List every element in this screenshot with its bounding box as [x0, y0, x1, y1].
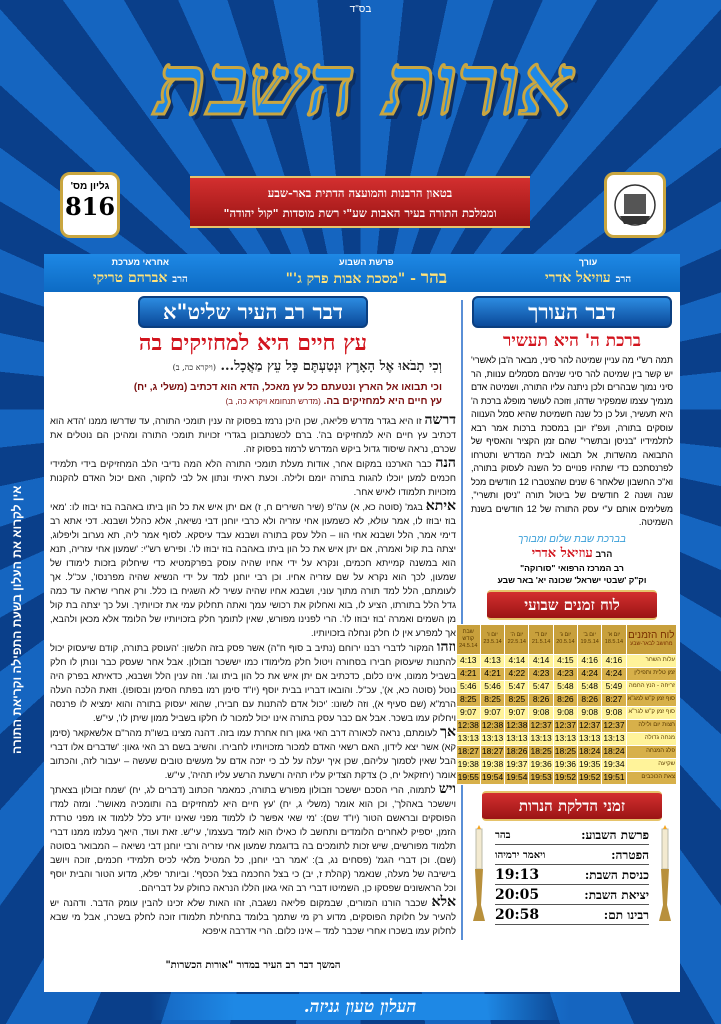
zman-time: 9:07: [456, 706, 480, 719]
candle-row-value: 20:05: [495, 886, 540, 903]
zman-label: שקיעה: [626, 758, 676, 771]
continued-note: המשך דבר רב העיר במדור "אורות הכשרות": [165, 960, 341, 971]
zman-time: 5:48: [553, 680, 577, 693]
editor-signature: [467, 534, 677, 586]
parasha-credit: [286, 254, 448, 292]
candle-row-value: 20:58: [495, 906, 540, 923]
zman-time: 18:25: [530, 746, 552, 756]
paragraph-lead: אך: [440, 724, 456, 740]
zman-time: 9:08: [529, 706, 553, 719]
zman-time: 13:13: [457, 733, 479, 743]
zman-time: 4:24: [602, 667, 626, 680]
credits-band: [44, 254, 680, 292]
table-title-cell: [626, 624, 676, 654]
paragraph-lead: וזהו: [436, 639, 456, 655]
manager-prefix: הרב: [172, 274, 188, 285]
zman-time: 9:07: [480, 706, 504, 719]
parasha-label: פרשת השבוע: [339, 257, 394, 267]
candle-lighting-times: [467, 825, 677, 929]
paragraph-lead: הנה: [435, 455, 456, 471]
sig-name: עוזיאל אדרי: [531, 545, 593, 561]
paragraph-text: לעומתם, נראה לכאורה דרב האי גאון רוח אחרת עמו בזה. דהנה מצינו בשו"ת מהר"ם אלשאקאר (סימן קא) אשר יצא לידון, האם רשאי האדם למכור מזכויותיו לחבירו. והשיב בשם רב האי גאון: 'שדברים אלו דברי הבל שאין לסמוך עליהם, שכן איך יעלה על לב כי יזכה אדם על מעשים טובים שעשה – יעבור לזה, והכתוב אומר (יחזקאל יח, כ) צדקת הצדיק עליו תהיה ורשעת הרשע עליו תהיה', עי"ש.: [50, 728, 456, 780]
day-header: יום ו' 23.5.14: [480, 624, 504, 654]
candle-row-value: ויאמר ירמיהו: [495, 849, 546, 861]
parasha-name: בהר: [420, 268, 448, 288]
zman-time: 18:24: [579, 746, 601, 756]
day-header: שבת קודש 24.5.14: [456, 624, 480, 654]
zman-time: 18:25: [554, 746, 577, 756]
zman-time: 8:25: [480, 693, 504, 706]
zman-time: 4:23: [553, 667, 577, 680]
zman-time: 19:52: [579, 772, 601, 782]
manager-name: אברהם טריקי: [92, 270, 168, 286]
paragraph: [50, 640, 456, 725]
manager-label: אחראי מערכת: [111, 257, 170, 267]
zman-time: 19:52: [554, 772, 577, 782]
zmanim-row: [456, 758, 676, 771]
zman-time: 4:21: [480, 667, 504, 680]
midrash-source: (מדרש תנחומא ויקרא כה, ב): [225, 397, 321, 406]
zman-time: 12:38: [481, 720, 504, 730]
zman-time: 9:08: [602, 706, 626, 719]
zman-label: סוף זמן ק"ש למג"א: [626, 693, 676, 706]
zmanim-row: [456, 693, 676, 706]
issue-label: גליון מס': [70, 181, 110, 192]
candle-row-label: יציאת השבת:: [584, 887, 649, 902]
zman-time: 5:46: [456, 680, 480, 693]
verse-source: (ויקרא כה, ב): [172, 363, 216, 372]
verse: [50, 358, 442, 377]
zman-time: 9:08: [553, 706, 577, 719]
sig-title-2: וק"ק 'שבטי ישראל' שכונה יא' באר שבע: [497, 574, 647, 585]
zmanim-table: [456, 624, 677, 785]
zman-time: 8:25: [505, 693, 529, 706]
zman-time: 13:13: [554, 733, 577, 743]
sig-prefix: הרב: [595, 548, 613, 559]
zman-time: 8:25: [456, 693, 480, 706]
candle-lighting-ribbon: זמני הדלקת הנרות: [482, 791, 662, 821]
zman-time: 4:13: [480, 654, 504, 667]
paragraph: [50, 895, 456, 938]
zman-label: חצות יום ולילה: [626, 719, 676, 732]
zman-time: 18:27: [457, 746, 479, 756]
zman-time: 19:38: [481, 759, 504, 769]
zmanim-row: [456, 667, 676, 680]
zman-time: 5:49: [602, 680, 626, 693]
paragraph: [50, 499, 456, 640]
candle-row: [495, 845, 649, 865]
day-header: יום ד' 21.5.14: [529, 624, 553, 654]
sig-title-1: רב המרכז הרפואי "סורוקה": [520, 562, 624, 573]
zman-time: 13:13: [579, 733, 601, 743]
zman-time: 19:35: [579, 759, 601, 769]
candle-row-label: פרשת השבוע:: [581, 827, 649, 842]
zmanim-row: [456, 680, 676, 693]
paragraph: [50, 456, 456, 499]
table-title: לוח הזמנים: [628, 630, 675, 641]
rabbi-column-header: דבר רב העיר שליט"א: [138, 296, 368, 328]
zman-time: 4:14: [529, 654, 553, 667]
manager-credit: [93, 254, 188, 292]
zman-time: 13:13: [481, 733, 504, 743]
zman-time: 12:38: [457, 720, 479, 730]
ribbon-line-2: וממלכת התורה בעיר האבות שע"י רשת מוסדות "קול יהודה": [223, 206, 497, 220]
editor-text: תמה רש"י מה עניין שמיטה להר סיני, מבאר ה'בן לאשרי' יש קשר בין שמיטה להר סיני שניהם מסמלים ענוות, הר סיני נמוך שבהרים ולכן ניתנה עליו התורה, ושמיטה אדם מנמיך עצמו שמפקיר שדהו, וזוכה לעושר מופלג ברכת ה' היא תעשיר, ועל כן כל שנה חשמיטת שהיא סמל הענווה עוסקים בתורה, ועפ"ז יובן במסכת ברכות אמר רבא לתלמידיו "בניסן ובתשרי" שהם זמן הקציר והאסיף של התבואה מהשדות, אל תבואו לבית המדרש ותטרחו לפרנסתכם כדי שתהיו פנויים כל השנה לעסוק בתורה, וא"כ החשבון שלאחר 6 שנים שהצטברו 12 חודשים מכל שנה ושנה 2 חודשים של ביטול תורה "ניסן ותשרי", משלימים אותם ע"י עסק התורה של 12 חודשים בשנת השמיטה.: [471, 355, 673, 527]
issue-badge: [60, 172, 120, 238]
midrash-quote: [50, 381, 442, 409]
paragraph-lead: איתא: [425, 498, 456, 514]
zman-time: 13:13: [530, 733, 552, 743]
zman-time: 19:54: [481, 772, 504, 782]
zman-label: מנחה גדולה: [626, 732, 676, 745]
candle-row: [495, 825, 649, 845]
zman-label: זמן טלית ותפילין: [626, 667, 676, 680]
zmanim-row: [456, 732, 676, 745]
candle-row: [495, 905, 649, 925]
zman-time: 5:46: [480, 680, 504, 693]
rabbi-article-body: [50, 413, 456, 938]
zmanim-row: [456, 706, 676, 719]
zman-label: זריחה - הנץ החמה: [626, 680, 676, 693]
zman-time: 8:26: [529, 693, 553, 706]
zman-time: 19:38: [457, 759, 479, 769]
paragraph-lead: אלא: [431, 894, 456, 910]
zman-time: 4:24: [578, 667, 602, 680]
zmanim-row: [456, 745, 676, 758]
paragraph-text: לתמוה, הרי הסכם יששכר וזבולון מפורש בתורה, כמאמר הכתוב (דברים לג, יח) 'שמח זבולון בצאתך ויששכר באהלך', וכן הוא אומר (משלי ג, יח) 'עץ חיים היא למחזיקים בה ותומכיה מאושר'. ומזה למדו הפוסקים ובראשם הטור (יו"ד שם): 'מי שאי אפשר לו ללמוד מפני שאינו יודע כלל ללמוד או מפני טרדת הזמן, יספיק לאחרים הלומדים ותחשב לו כאילו הוא לומד בעצמו', עי"ש. זאת ועוד, היאך נעלמו ממנו דברי תלמוד מפורשים, שיש זכות לתומכים בה בדוגמת שמעון אחי עזריה ורבי יוחנן דבי נשיאה – המבואר בסוטה (שם). וכן דברי הגמ' (פסחים נג, ב): 'אמר רבי יוחנן, כל המטיל מלאי לכיס תלמידי חכמים, זוכה ויושב בישיבה של מעלה, שנאמר (קהלת ז, יב) כי בצל החכמה בצל הכסף'. וביותר יפלא, מדוע הטור והבית יוסף וכל הראשונים שפסקו כן, השמיטו דברי רב האי גאון הללו הנראה כחולק על דבריהם.: [50, 785, 456, 893]
rabbi-column: [50, 296, 456, 946]
candle-row: [495, 885, 649, 905]
paragraph: [50, 413, 456, 456]
zman-time: 12:37: [579, 720, 601, 730]
zman-time: 19:53: [530, 772, 552, 782]
parasha-sub: - "מסכת אבות פרק ג'": [285, 271, 416, 287]
candle-row-value: בהר: [495, 829, 511, 841]
midrash-line-2: עץ חיים היא למחזיקים בה.: [323, 396, 442, 407]
paragraph-text: בגמ' (סוטה כא, א) עה"פ (שיר השירים ח, ז) אם יתן איש את כל הון ביתו באהבה בוז יבוזו לו: 'מאי בוז יבוזו לו, אמר עולא, לא כשמעון אחי עזריה ולא כרבי יוחנן דבי נשיאה, אלא כהלל ושבנא. דכי אתא רב דימי אמר, הלל ושבנא אחי הוו – הלל עסק בתורה ושבנא עבד עיסקא. לסוף אמר ליה, תא נערוב וליפלוג, יצתה בת קול ואמרה, אם יתן איש את כל הון ביתו באהבה בוז יבוזו לו'. ופירש רש"י: 'שמעון אחי עזריה, תנא הוא במשנה קמייתא חכמים, ונקרא על ידי אחיו שהיה עוסק בפרקמטיא כדי שיחלוק בזכות לימודו של שמעון, לכך הוא נקרא על שם עזריה אחיו. וכן רבי יוחנן למד על ידי הנשיא שהיה מפרנסו', עכ"ל. אך לעומתם, הלל למד תורה מתוך עוני, ושבנא אחיו שהיה עשיר לא השגיח בו כלל. ורק אחרי שראה עד כמה גדל הלל בתורתו, הציע לו, בוא ואחלוק את רכושי עמך ואתה תחלוק עמי את זכויותיך. ועל כך יצתה בת קול מן השמים ואמרה 'בוז יבוזו לו'. הרי לפנינו מפורש, שאין לתומך חלק בזכויותיו של הלומד אלא מכאן ולהבא, אך למפרע אין לו חלק ונחלה בזכויותיו.: [50, 502, 456, 638]
zman-time: 19:34: [603, 759, 625, 769]
zman-label: סוף זמן ק"ש לגר"א: [626, 706, 676, 719]
issue-number: 816: [64, 192, 116, 221]
zman-time: 13:13: [603, 733, 625, 743]
zman-time: 4:15: [553, 654, 577, 667]
zman-time: 5:47: [529, 680, 553, 693]
paragraph-text: כבר הארכנו במקום אחר, אודות מעלת תומכי התורה הלא המה נדיבי הלב המחזיקים בידי תלמידי חכמים למען יוכלו להגות בתורה יומם ולילה. וכעת ראיתי ונתון אל לבי לחקור, האם יכול האדם להקנות מזכויות תלמודו לאיש אחר.: [50, 459, 456, 497]
candle-row: [495, 865, 649, 885]
day-header: יום א' 18.5.14: [602, 624, 626, 654]
paragraph-text: המקור לדברי רבנו ירוחם (נתיב ב סוף ח"ה) אשר פסק בזה הלשון: 'העוסק בתורה, קודם שיעסוק יכול להתנות שיעסוק חבירו בסחורה ויטול חלק מלימודו כמו יששכר וזבולון. אבל אחר שעסק כבר ונותן לו חלק בשביל ממונו, אינו כלום, כדכתיב אם יתן איש את כל הון ביתו וגו'. וזה ענין הלל ושבנא, כדאיתא בפרק היה נוטל (סוטה כא, א)', עכ"ל. והובאו דבריו בבית יוסף (יו"ד סימן רמו בפתח הסימן ובסופו). וזאת הלכה העלה הרמ"א (שם סעיף א), וזה לשונו: 'יכול אדם להתנות עם חבירו, שהוא יעסוק בתורה והוא ימציא לו פרנסה ויחלוק עמו בשכר. אבל אם כבר עסק בתורה אינו יכול למכור לו חלקו בשביל ממון שיתן לו', עי"ש.: [50, 643, 456, 723]
zman-time: 4:14: [505, 654, 529, 667]
zman-time: 9:08: [578, 706, 602, 719]
zman-time: 19:36: [530, 759, 552, 769]
zman-time: 18:27: [481, 746, 504, 756]
paragraph: [50, 782, 456, 895]
paragraph: [50, 725, 456, 782]
zman-time: 19:37: [506, 759, 528, 769]
candle-row-value: 19:13: [495, 866, 540, 883]
table-subtitle: מחושב לבאר-שבע: [630, 641, 673, 647]
bsd-mark: בס"ד: [349, 4, 372, 15]
candle-row-label: הפטרה:: [611, 847, 649, 862]
paragraph-text: זו היא בגדר מדרש פליאה, שכן היכן נרמז בפסוק זה ענין תומכי התורה, עד שדרשו ממנו 'הדא הוא דכתיב עץ חיים היא למחזיקים בה'. ברם לכשנתבונן בגדרי זכויות תומכי התורה ומהיכן הם נוטלים את שכרם, נראה שיסוד גדול ביקש המדרש לרמוז בפסוק זה.: [50, 416, 456, 454]
editor-column-header: דבר העורך: [472, 296, 672, 328]
zman-time: 4:13: [456, 654, 480, 667]
zman-label: עלות השחר: [626, 654, 676, 667]
verse-text: וְכִי תָבֹאוּ אֶל הָאָרֶץ וּנְטַעְתֶּם כָּל עֵץ מַאֲכָל...: [220, 359, 442, 374]
paragraph-text: שכבר הורנו המורים, שבמקום פליאה נשגבה, זהו האות שלא זכינו להבין עומק הדבר. ודהנה יש להעיר על חלוקת הפוסקים, מדוע רק מי שתמך בלומד בתחילת תלמודו זוכה לחלק בשכרו, אבל מי שבא לחלוק עמו בשכרו אחרי שכבר למד – אינו כלום. הרי אדרבה איפכא: [50, 898, 456, 936]
zman-time: 12:37: [530, 720, 552, 730]
zmanim-row: [456, 719, 676, 732]
zman-time: 12:37: [554, 720, 577, 730]
editor-headline: ברכת ה' היא תעשיר: [503, 331, 641, 351]
paragraph-lead: דרשה: [424, 412, 456, 428]
zmanim-row: [456, 771, 676, 784]
zman-time: 4:22: [505, 667, 529, 680]
candle-icon: [657, 825, 673, 925]
zman-time: 19:55: [457, 772, 479, 782]
zman-time: 8:27: [602, 693, 626, 706]
column-divider: [461, 300, 463, 940]
zman-time: 5:48: [578, 680, 602, 693]
zman-time: 8:26: [578, 693, 602, 706]
editor-column: [457, 296, 677, 988]
zman-label: צאת הכוכבים: [626, 771, 676, 784]
candle-row-label: רבינו תם:: [603, 907, 649, 922]
zmanim-ribbon: לוח זמנים שבועי: [487, 590, 657, 620]
zman-time: 19:54: [506, 772, 528, 782]
day-header: יום ג' 20.5.14: [553, 624, 577, 654]
candle-icon: [471, 825, 487, 925]
day-header: יום ב' 19.5.14: [578, 624, 602, 654]
side-notice: אין לקרוא את העלון בשעת התפילה וקריאת התורה: [10, 485, 24, 755]
ribbon-line-1: בטאון הרבנות והמועצה הדתית באר-שבע: [267, 186, 453, 200]
day-header: יום ה' 22.5.14: [505, 624, 529, 654]
zman-label: פלג המנחה: [626, 745, 676, 758]
editor-label: עורך: [578, 257, 598, 267]
newsletter-title: אורות השבת: [155, 35, 575, 134]
editor-credit: [545, 254, 631, 292]
midrash-line-1: וכי תבואו אל הארץ ונטעתם כל עץ מאכל, הדא הוא דכתיב (משלי ג, יח): [133, 382, 442, 393]
zman-time: 12:37: [603, 720, 625, 730]
zman-time: 19:36: [554, 759, 577, 769]
zman-time: 12:38: [506, 720, 528, 730]
footer-notice: העלון טעון גניזה.: [150, 994, 570, 1020]
zman-time: 4:23: [529, 667, 553, 680]
zman-time: 4:21: [456, 667, 480, 680]
editor-name: עוזיאל אדרי: [544, 270, 611, 286]
candle-row-label: כניסת השבת:: [584, 867, 649, 882]
editor-prefix: הרב: [615, 274, 632, 285]
zman-time: 4:16: [578, 654, 602, 667]
header-ribbon: [190, 176, 530, 228]
zman-time: 18:26: [506, 746, 528, 756]
zmanim-row: [456, 654, 676, 667]
rabbi-headline: עץ חיים היא למחזיקים בה: [138, 330, 368, 356]
greeting: בברכת שבת שלום ומבורך: [517, 533, 627, 545]
zman-time: 5:47: [505, 680, 529, 693]
zman-time: 9:07: [505, 706, 529, 719]
zman-time: 4:16: [602, 654, 626, 667]
zman-time: 13:13: [506, 733, 528, 743]
zman-time: 8:26: [553, 693, 577, 706]
paragraph-lead: ויש: [438, 781, 456, 797]
zman-time: 19:51: [603, 772, 625, 782]
institution-logo-icon: [604, 172, 666, 238]
zman-time: 18:24: [603, 746, 625, 756]
